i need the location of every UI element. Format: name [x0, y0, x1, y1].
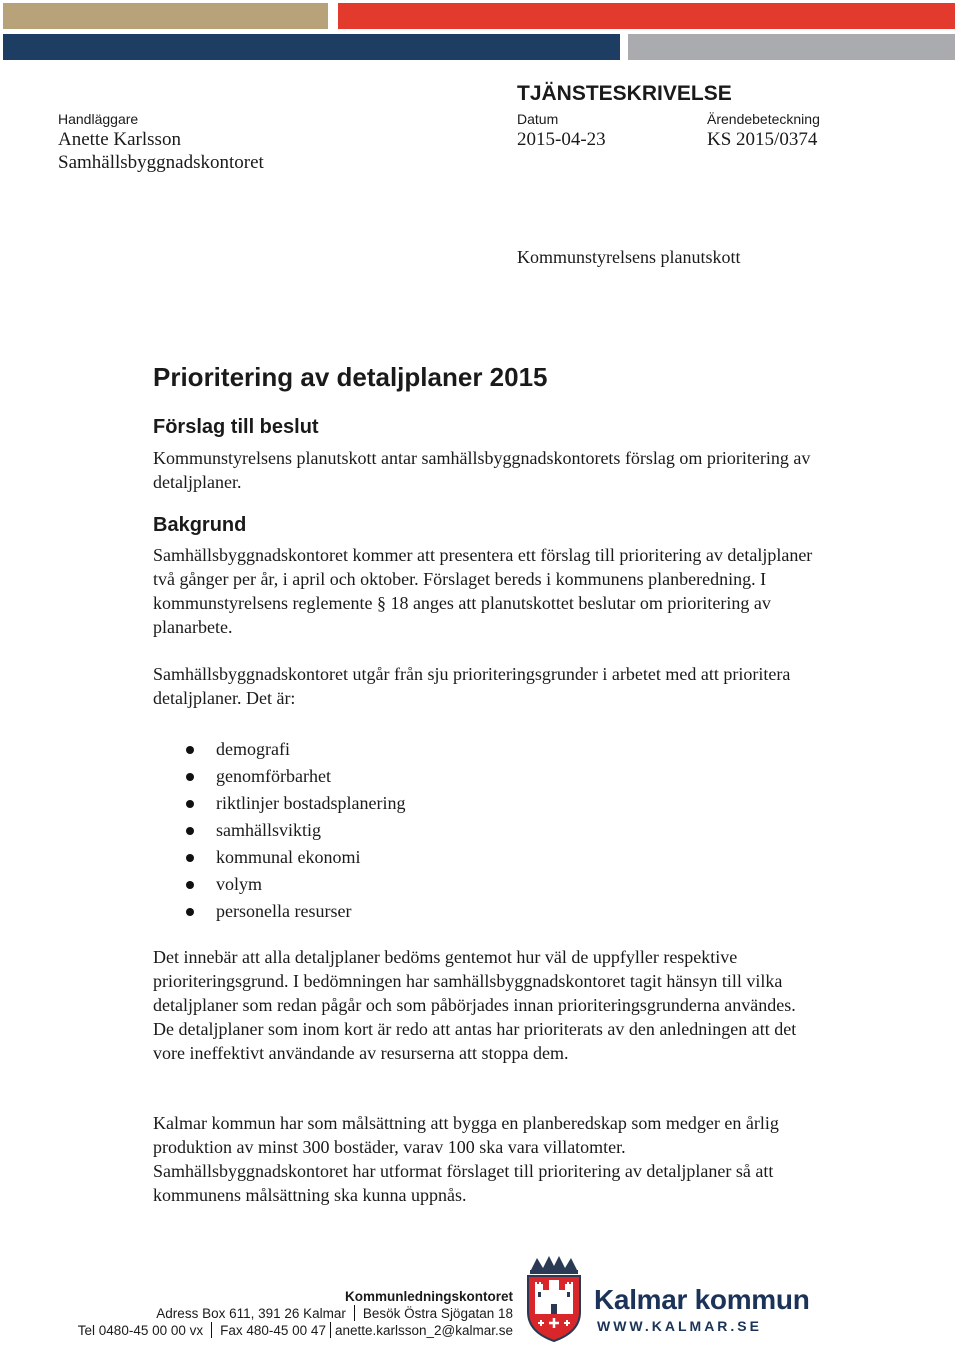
list-item: kommunal ekonomi — [153, 844, 405, 871]
datum-value: 2015-04-23 — [517, 129, 606, 150]
list-item: volym — [153, 871, 405, 898]
background-paragraph-2: Samhällsbyggnadskontoret utgår från sju prioriteringsgrunder i arbetet med att prioritera detaljplaner. Det är: — [153, 664, 791, 708]
bullet-icon — [186, 773, 194, 781]
arende-label: Ärendebeteckning — [707, 111, 820, 127]
castle-crest-icon — [525, 1256, 583, 1342]
footer-address: Adress Box 611, 391 26 Kalmar — [156, 1306, 346, 1321]
logo-name: Kalmar kommun — [594, 1284, 810, 1315]
arende-value: KS 2015/0374 — [707, 129, 818, 150]
footer-email[interactable]: anette.karlsson_2@kalmar.se — [334, 1323, 513, 1338]
document-type: TJÄNSTESKRIVELSE — [517, 82, 732, 105]
bullet-icon — [186, 800, 194, 808]
background-paragraph-1: Samhällsbyggnadskontoret kommer att presentera ett förslag till prioritering av detaljplaner två gånger per år, i april och oktober. Förslaget bereds i kommunens planberedning. I kommunstyrelsens reglemente § 18 anges att planutskottet beslutar om prioritering av planarbete. — [153, 545, 813, 637]
divider — [354, 1305, 355, 1321]
list-item: riktlinjer bostadsplanering — [153, 790, 405, 817]
bullet-icon — [186, 746, 194, 754]
footer-visit: Besök Östra Sjögatan 18 — [362, 1306, 513, 1321]
divider — [211, 1322, 212, 1338]
page-title: Prioritering av detaljplaner 2015 — [153, 362, 548, 392]
list-item: genomförbarhet — [153, 763, 405, 790]
list-item: personella resurser — [153, 898, 405, 925]
top-bar-tan — [3, 3, 328, 29]
list-item: demografi — [153, 736, 405, 763]
background-paragraph-3: Det innebär att alla detaljplaner bedöms gentemot hur väl de uppfyller respektive prioriteringsgrund. I bedömningen har samhällsbyggnadskontoret tagit hänsyn till vilka detaljplaner som redan pågår och som påbörjades innan prioriteringsgrunderna användes. De detaljplaner som inom kort är redo att antas har prioriterats av den anledningen att det vore ineffektivt användande av resurserna att stoppa dem. — [153, 947, 797, 1063]
footer-office: Kommunledningskontoret — [345, 1289, 513, 1304]
logo-url[interactable]: WWW.KALMAR.SE — [597, 1318, 762, 1334]
footer-contact-line — [78, 1322, 513, 1338]
bullet-icon — [186, 854, 194, 862]
bullet-icon — [186, 827, 194, 835]
handlaggare-department: Samhällsbyggnadskontoret — [58, 152, 264, 173]
footer-address-line — [156, 1305, 513, 1321]
footer-fax: Fax 480-45 00 47 — [220, 1323, 326, 1338]
proposal-text: Kommunstyrelsens planutskott antar samhällsbyggnadskontorets förslag om prioritering av detaljplaner. — [153, 448, 811, 492]
background-paragraph-4: Kalmar kommun har som målsättning att bygga en planberedskap som medger en årlig produktion av minst 300 bostäder, varav 100 ska vara villatomter. Samhällsbyggnadskontoret har utformat förslaget till prioritering av detaljplaner så att kommunens målsättning ska kunna uppnås. — [153, 1113, 779, 1205]
handlaggare-label: Handläggare — [58, 111, 139, 127]
proposal-heading: Förslag till beslut — [153, 416, 319, 438]
list-item: samhällsviktig — [153, 817, 405, 844]
recipient: Kommunstyrelsens planutskott — [517, 247, 741, 267]
datum-label: Datum — [517, 111, 559, 127]
bullet-icon — [186, 908, 194, 916]
divider — [330, 1322, 331, 1338]
bullet-icon — [186, 881, 194, 889]
handlaggare-name: Anette Karlsson — [58, 129, 181, 150]
top-bar-gray — [628, 34, 955, 60]
top-bar-red — [338, 3, 955, 29]
background-heading: Bakgrund — [153, 514, 247, 536]
criteria-list — [153, 736, 405, 925]
top-bar-navy — [3, 34, 620, 60]
footer-tel: Tel 0480-45 00 00 vx — [77, 1323, 204, 1338]
